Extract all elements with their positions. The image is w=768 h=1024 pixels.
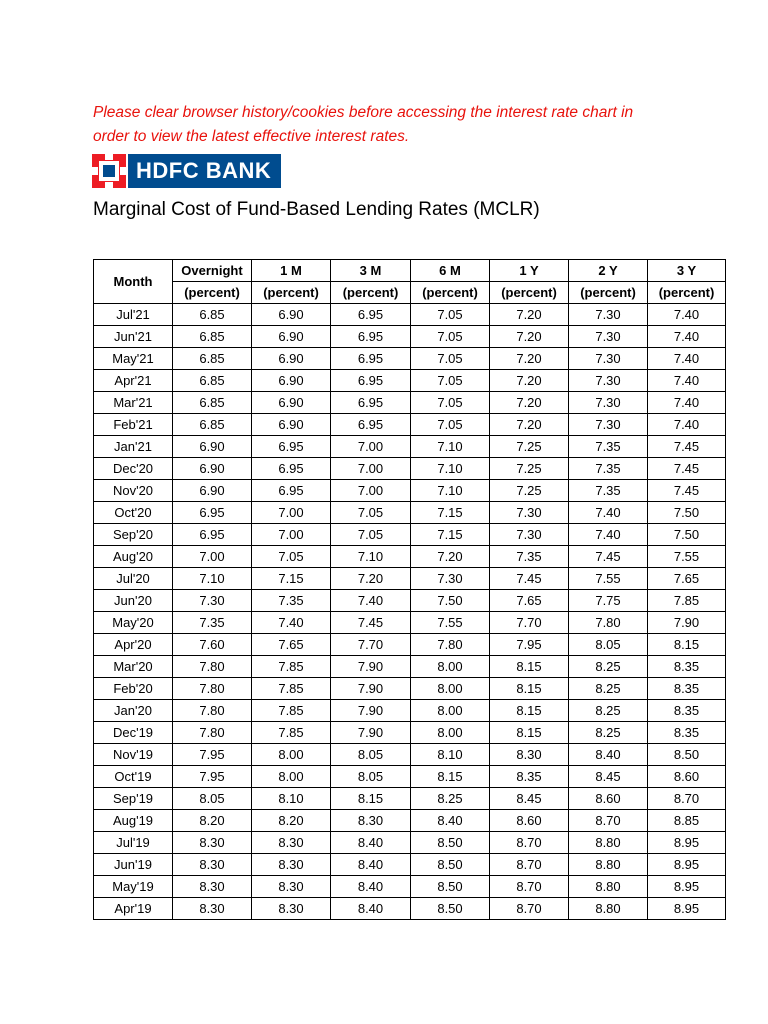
rate-cell: 7.05: [331, 502, 411, 524]
rate-cell: 6.85: [173, 392, 252, 414]
rate-cell: 7.70: [490, 612, 569, 634]
rate-cell: 7.25: [490, 436, 569, 458]
rate-cell: 7.90: [331, 722, 411, 744]
table-row: [94, 634, 726, 656]
table-row: [94, 546, 726, 568]
rate-cell: 7.30: [173, 590, 252, 612]
rate-cell: 8.70: [490, 898, 569, 920]
rate-cell: 7.05: [252, 546, 331, 568]
table-row: [94, 436, 726, 458]
rate-cell: 6.95: [173, 502, 252, 524]
month-cell: Mar'21: [94, 392, 173, 414]
month-cell: Sep'20: [94, 524, 173, 546]
month-cell: Mar'20: [94, 656, 173, 678]
rate-cell: 6.90: [252, 370, 331, 392]
rate-cell: 7.80: [411, 634, 490, 656]
notice-line-2: order to view the latest effective interest rates.: [93, 128, 410, 145]
unit-header: (percent): [252, 282, 331, 304]
rate-cell: 7.65: [490, 590, 569, 612]
rate-cell: 6.95: [173, 524, 252, 546]
unit-header: (percent): [331, 282, 411, 304]
rate-cell: 7.05: [411, 304, 490, 326]
rate-cell: 8.50: [648, 744, 726, 766]
table-row: [94, 656, 726, 678]
rate-cell: 6.85: [173, 326, 252, 348]
month-cell: Aug'19: [94, 810, 173, 832]
month-cell: Oct'19: [94, 766, 173, 788]
rate-cell: 7.90: [331, 678, 411, 700]
tenor-column-header: 3 M: [331, 260, 411, 282]
rate-cell: 7.95: [173, 744, 252, 766]
rate-cell: 8.10: [252, 788, 331, 810]
rate-cell: 7.40: [648, 414, 726, 436]
rate-cell: 7.30: [569, 304, 648, 326]
rate-cell: 8.35: [648, 722, 726, 744]
table-row: [94, 700, 726, 722]
month-cell: Jan'20: [94, 700, 173, 722]
rate-cell: 7.00: [252, 502, 331, 524]
rate-cell: 8.60: [648, 766, 726, 788]
rate-cell: 6.85: [173, 414, 252, 436]
rate-cell: 8.30: [331, 810, 411, 832]
rate-cell: 7.10: [411, 480, 490, 502]
logo-wordmark: HDFC BANK: [128, 154, 281, 188]
rate-cell: 7.45: [569, 546, 648, 568]
rate-cell: 8.10: [411, 744, 490, 766]
rate-cell: 7.20: [490, 326, 569, 348]
rate-cell: 7.95: [490, 634, 569, 656]
rate-cell: 6.95: [331, 304, 411, 326]
rate-cell: 7.40: [648, 304, 726, 326]
rate-cell: 8.20: [252, 810, 331, 832]
rate-cell: 7.65: [648, 568, 726, 590]
rate-cell: 8.15: [490, 722, 569, 744]
rate-cell: 7.25: [490, 480, 569, 502]
table-row: [94, 788, 726, 810]
rate-cell: 7.10: [331, 546, 411, 568]
rate-cell: 8.05: [331, 744, 411, 766]
rate-cell: 8.85: [648, 810, 726, 832]
rate-cell: 8.30: [252, 854, 331, 876]
rate-cell: 7.40: [252, 612, 331, 634]
mclr-table: [93, 259, 726, 920]
tenor-column-header: Overnight: [173, 260, 252, 282]
rate-cell: 7.40: [648, 370, 726, 392]
table-row: [94, 590, 726, 612]
rate-cell: 7.05: [411, 348, 490, 370]
month-cell: Jun'20: [94, 590, 173, 612]
rate-cell: 7.20: [490, 304, 569, 326]
rate-cell: 8.40: [331, 832, 411, 854]
month-cell: Aug'20: [94, 546, 173, 568]
rate-cell: 6.95: [331, 348, 411, 370]
rate-cell: 7.20: [490, 370, 569, 392]
table-row: [94, 370, 726, 392]
rate-cell: 8.40: [411, 810, 490, 832]
rate-cell: 6.90: [252, 326, 331, 348]
rate-cell: 8.25: [569, 678, 648, 700]
rate-cell: 7.90: [648, 612, 726, 634]
page-title: Marginal Cost of Fund-Based Lending Rates (MCLR): [93, 199, 540, 220]
rate-cell: 7.45: [648, 436, 726, 458]
table-row: [94, 568, 726, 590]
rate-cell: 7.80: [173, 656, 252, 678]
rate-cell: 7.70: [331, 634, 411, 656]
month-cell: May'20: [94, 612, 173, 634]
rate-cell: 7.15: [252, 568, 331, 590]
month-cell: Oct'20: [94, 502, 173, 524]
rate-cell: 8.05: [569, 634, 648, 656]
rate-cell: 8.70: [490, 832, 569, 854]
rate-cell: 7.90: [331, 700, 411, 722]
rate-cell: 7.30: [569, 392, 648, 414]
table-row: [94, 678, 726, 700]
rate-cell: 8.00: [411, 722, 490, 744]
rate-cell: 8.70: [490, 854, 569, 876]
rate-cell: 7.45: [331, 612, 411, 634]
rate-cell: 8.50: [411, 876, 490, 898]
rate-cell: 8.30: [173, 854, 252, 876]
rate-cell: 7.80: [173, 700, 252, 722]
rate-cell: 8.95: [648, 854, 726, 876]
header-row-units: [94, 282, 726, 304]
rate-cell: 7.20: [411, 546, 490, 568]
unit-header: (percent): [648, 282, 726, 304]
month-cell: Jul'21: [94, 304, 173, 326]
rate-cell: 8.50: [411, 854, 490, 876]
rate-cell: 8.30: [252, 832, 331, 854]
rate-cell: 7.30: [569, 414, 648, 436]
header-row-terms: [94, 260, 726, 282]
rate-cell: 6.95: [252, 436, 331, 458]
rate-cell: 8.30: [173, 832, 252, 854]
rate-cell: 8.25: [411, 788, 490, 810]
rate-cell: 7.35: [252, 590, 331, 612]
unit-header: (percent): [569, 282, 648, 304]
month-cell: Feb'20: [94, 678, 173, 700]
rate-cell: 7.00: [331, 458, 411, 480]
rate-cell: 7.85: [648, 590, 726, 612]
rate-cell: 6.90: [173, 480, 252, 502]
rate-cell: 6.95: [331, 392, 411, 414]
table-row: [94, 854, 726, 876]
rate-cell: 8.25: [569, 656, 648, 678]
rate-cell: 8.15: [490, 656, 569, 678]
table-row: [94, 348, 726, 370]
rate-cell: 6.95: [331, 326, 411, 348]
rate-cell: 8.15: [490, 678, 569, 700]
month-cell: Jun'21: [94, 326, 173, 348]
rate-cell: 8.25: [569, 722, 648, 744]
rate-cell: 7.05: [411, 370, 490, 392]
rate-cell: 8.20: [173, 810, 252, 832]
browser-cache-notice: [93, 101, 713, 149]
month-cell: Sep'19: [94, 788, 173, 810]
table-row: [94, 766, 726, 788]
rate-cell: 7.35: [569, 480, 648, 502]
rate-cell: 8.35: [648, 678, 726, 700]
rate-cell: 8.80: [569, 854, 648, 876]
rate-cell: 8.40: [569, 744, 648, 766]
month-cell: Apr'21: [94, 370, 173, 392]
rate-cell: 8.80: [569, 898, 648, 920]
rate-cell: 7.80: [173, 722, 252, 744]
rate-cell: 7.45: [648, 480, 726, 502]
month-cell: Apr'20: [94, 634, 173, 656]
rate-cell: 8.15: [490, 700, 569, 722]
rate-cell: 7.20: [490, 414, 569, 436]
rate-cell: 7.75: [569, 590, 648, 612]
month-cell: Jul'20: [94, 568, 173, 590]
rate-cell: 6.85: [173, 304, 252, 326]
rate-cell: 7.00: [252, 524, 331, 546]
table-row: [94, 502, 726, 524]
unit-header: (percent): [411, 282, 490, 304]
rate-cell: 7.05: [331, 524, 411, 546]
tenor-column-header: 1 M: [252, 260, 331, 282]
rate-cell: 8.80: [569, 876, 648, 898]
rate-cell: 8.30: [173, 876, 252, 898]
rate-cell: 8.30: [490, 744, 569, 766]
month-cell: May'21: [94, 348, 173, 370]
rate-cell: 7.55: [569, 568, 648, 590]
rate-cell: 8.00: [252, 744, 331, 766]
table-row: [94, 810, 726, 832]
month-cell: Nov'19: [94, 744, 173, 766]
rate-cell: 7.05: [411, 414, 490, 436]
rate-cell: 7.30: [569, 348, 648, 370]
rate-cell: 6.90: [252, 348, 331, 370]
rate-cell: 7.15: [411, 502, 490, 524]
rate-cell: 8.15: [648, 634, 726, 656]
month-cell: May'19: [94, 876, 173, 898]
rate-cell: 7.60: [173, 634, 252, 656]
unit-header: (percent): [490, 282, 569, 304]
rate-cell: 6.90: [252, 392, 331, 414]
rate-cell: 8.45: [490, 788, 569, 810]
table-row: [94, 744, 726, 766]
unit-header: (percent): [173, 282, 252, 304]
rate-cell: 7.35: [173, 612, 252, 634]
rate-cell: 7.65: [252, 634, 331, 656]
rate-cell: 7.00: [331, 436, 411, 458]
rate-cell: 7.55: [648, 546, 726, 568]
rate-cell: 8.35: [648, 700, 726, 722]
rate-cell: 8.30: [173, 898, 252, 920]
rate-cell: 7.85: [252, 700, 331, 722]
rate-cell: 7.40: [569, 502, 648, 524]
rate-cell: 7.15: [411, 524, 490, 546]
rate-cell: 7.45: [648, 458, 726, 480]
rate-cell: 8.30: [252, 898, 331, 920]
rate-cell: 6.85: [173, 370, 252, 392]
rate-cell: 7.10: [411, 436, 490, 458]
rate-cell: 7.45: [490, 568, 569, 590]
table-row: [94, 304, 726, 326]
rate-cell: 8.50: [411, 832, 490, 854]
rate-cell: 8.40: [331, 854, 411, 876]
rate-cell: 8.60: [490, 810, 569, 832]
rate-cell: 8.80: [569, 832, 648, 854]
rate-cell: 8.60: [569, 788, 648, 810]
rate-cell: 7.85: [252, 678, 331, 700]
rate-cell: 7.40: [331, 590, 411, 612]
table-row: [94, 480, 726, 502]
tenor-column-header: 2 Y: [569, 260, 648, 282]
table-row: [94, 414, 726, 436]
rate-cell: 7.40: [569, 524, 648, 546]
table-row: [94, 722, 726, 744]
rate-cell: 7.05: [411, 392, 490, 414]
month-cell: Jun'19: [94, 854, 173, 876]
rate-cell: 7.95: [173, 766, 252, 788]
rate-cell: 7.10: [411, 458, 490, 480]
rate-cell: 8.45: [569, 766, 648, 788]
rate-cell: 7.80: [173, 678, 252, 700]
rate-cell: 8.15: [331, 788, 411, 810]
rate-cell: 8.00: [411, 656, 490, 678]
rate-cell: 7.30: [569, 326, 648, 348]
rate-cell: 7.40: [648, 348, 726, 370]
rate-cell: 8.40: [331, 876, 411, 898]
rate-cell: 7.30: [411, 568, 490, 590]
rate-cell: 8.50: [411, 898, 490, 920]
rate-cell: 7.55: [411, 612, 490, 634]
rate-cell: 6.95: [252, 458, 331, 480]
table-row: [94, 612, 726, 634]
rate-cell: 6.95: [252, 480, 331, 502]
table-row: [94, 458, 726, 480]
rate-cell: 7.30: [490, 502, 569, 524]
rate-cell: 6.90: [252, 304, 331, 326]
month-cell: Jan'21: [94, 436, 173, 458]
rate-cell: 8.70: [490, 876, 569, 898]
rate-cell: 7.20: [490, 348, 569, 370]
rate-cell: 8.95: [648, 876, 726, 898]
table-row: [94, 392, 726, 414]
rate-cell: 7.50: [411, 590, 490, 612]
table-row: [94, 326, 726, 348]
rate-cell: 7.50: [648, 524, 726, 546]
month-cell: Nov'20: [94, 480, 173, 502]
rate-cell: 8.70: [648, 788, 726, 810]
table-row: [94, 832, 726, 854]
month-column-header: Month: [94, 260, 173, 304]
rate-cell: 7.25: [490, 458, 569, 480]
rate-cell: 8.00: [411, 678, 490, 700]
rate-cell: 8.00: [411, 700, 490, 722]
rate-cell: 7.35: [569, 458, 648, 480]
rate-cell: 7.20: [331, 568, 411, 590]
rate-cell: 8.05: [331, 766, 411, 788]
rate-cell: 7.05: [411, 326, 490, 348]
rate-cell: 7.30: [490, 524, 569, 546]
hdfc-bank-logo: [92, 154, 281, 188]
rate-cell: 7.35: [569, 436, 648, 458]
rate-cell: 6.95: [331, 370, 411, 392]
rate-cell: 8.30: [252, 876, 331, 898]
rate-cell: 6.95: [331, 414, 411, 436]
rate-cell: 7.40: [648, 392, 726, 414]
rate-cell: 7.10: [173, 568, 252, 590]
rate-cell: 6.90: [252, 414, 331, 436]
tenor-column-header: 6 M: [411, 260, 490, 282]
month-cell: Feb'21: [94, 414, 173, 436]
table-row: [94, 898, 726, 920]
rate-cell: 8.00: [252, 766, 331, 788]
rate-cell: 8.70: [569, 810, 648, 832]
rate-cell: 7.00: [173, 546, 252, 568]
table-row: [94, 524, 726, 546]
rate-cell: 8.25: [569, 700, 648, 722]
rate-cell: 8.35: [490, 766, 569, 788]
month-cell: Apr'19: [94, 898, 173, 920]
rate-cell: 7.85: [252, 656, 331, 678]
rate-cell: 8.40: [331, 898, 411, 920]
rate-cell: 7.50: [648, 502, 726, 524]
month-cell: Dec'20: [94, 458, 173, 480]
rate-cell: 7.40: [648, 326, 726, 348]
rate-cell: 8.05: [173, 788, 252, 810]
table-row: [94, 876, 726, 898]
rate-cell: 6.90: [173, 458, 252, 480]
rate-cell: 7.90: [331, 656, 411, 678]
tenor-column-header: 1 Y: [490, 260, 569, 282]
month-cell: Jul'19: [94, 832, 173, 854]
rate-cell: 7.20: [490, 392, 569, 414]
rate-cell: 7.80: [569, 612, 648, 634]
rate-cell: 6.85: [173, 348, 252, 370]
rate-cell: 8.15: [411, 766, 490, 788]
rate-cell: 8.95: [648, 832, 726, 854]
rate-cell: 7.35: [490, 546, 569, 568]
rate-cell: 8.35: [648, 656, 726, 678]
notice-line-1: Please clear browser history/cookies before accessing the interest rate chart in: [93, 104, 634, 121]
rate-cell: 6.90: [173, 436, 252, 458]
rate-cell: 7.85: [252, 722, 331, 744]
rate-cell: 7.30: [569, 370, 648, 392]
month-cell: Dec'19: [94, 722, 173, 744]
rate-cell: 8.95: [648, 898, 726, 920]
rate-cell: 7.00: [331, 480, 411, 502]
tenor-column-header: 3 Y: [648, 260, 726, 282]
hdfc-logo-mark-icon: [92, 154, 126, 188]
